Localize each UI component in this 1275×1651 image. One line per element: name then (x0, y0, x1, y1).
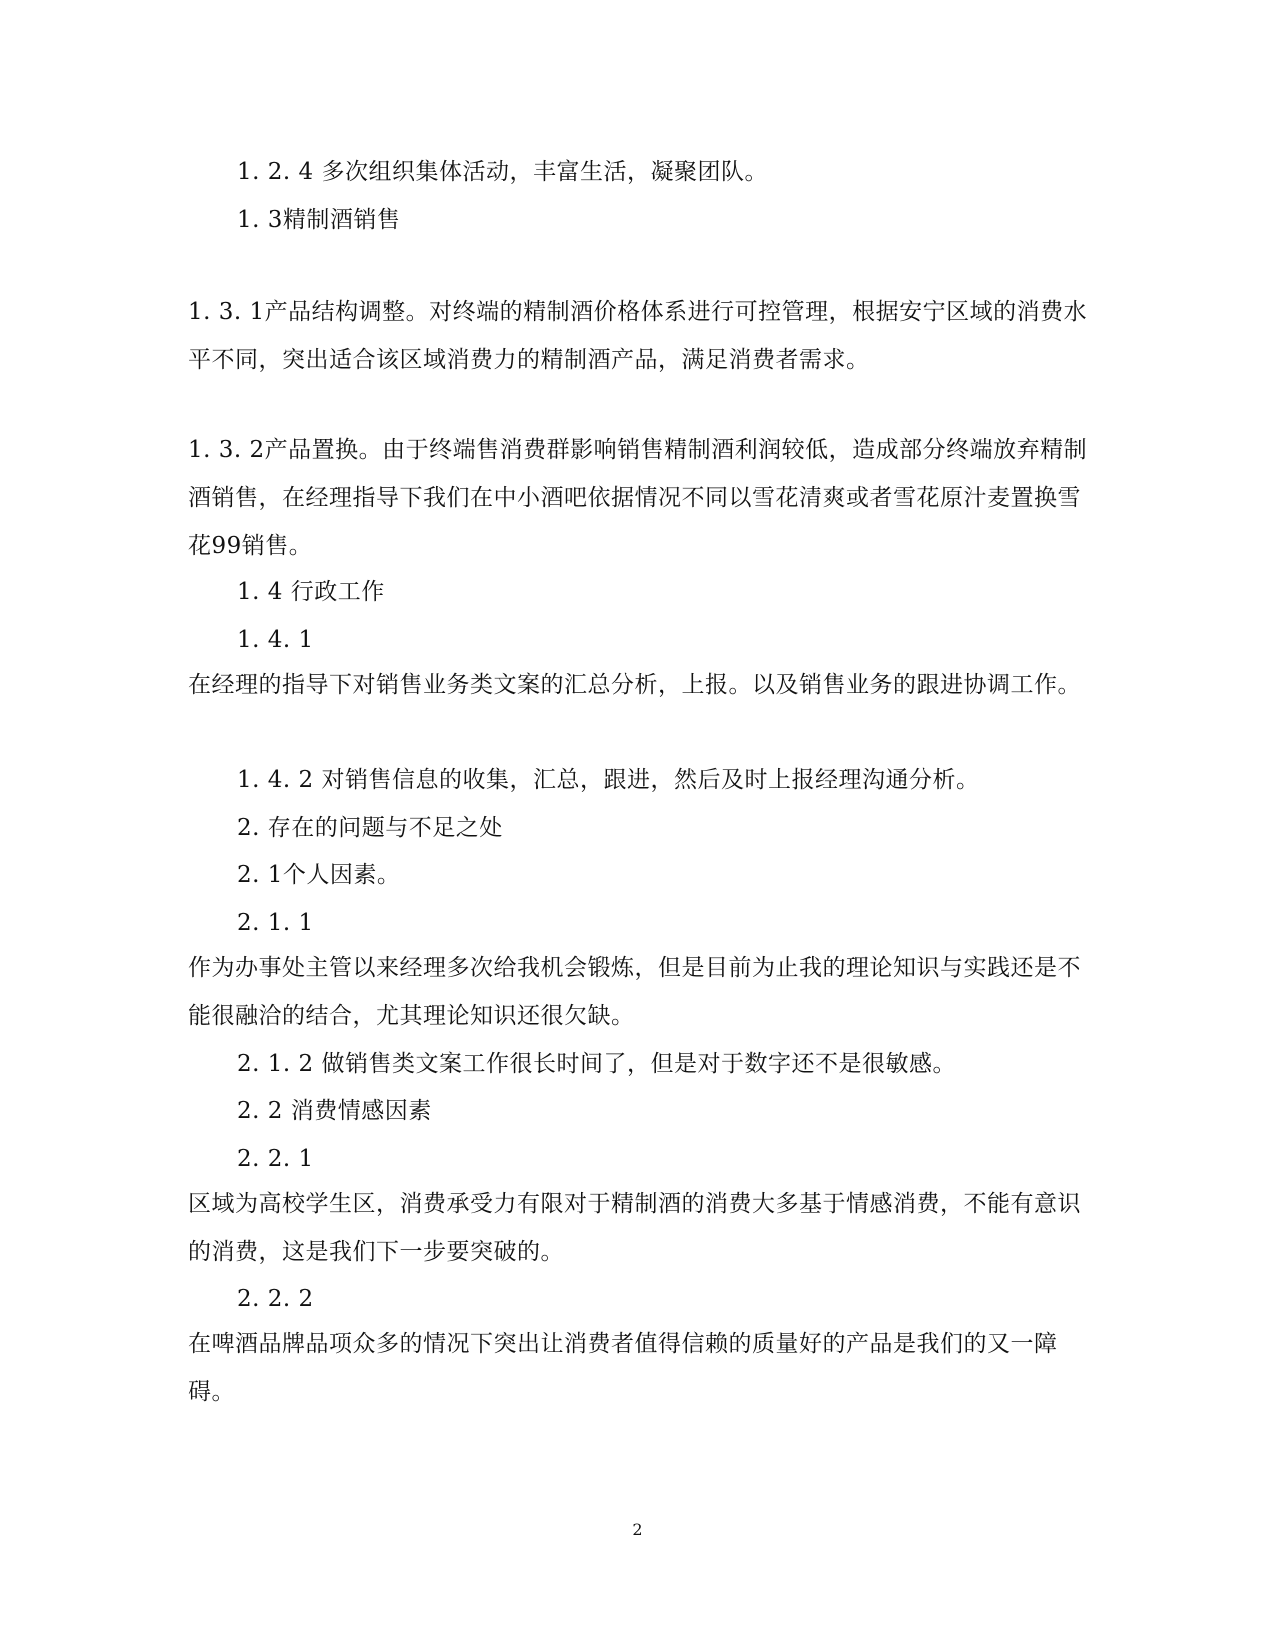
heading-1-4-1: 1. 4. 1 (237, 627, 314, 653)
paragraph-1-4-2: 1. 4. 2 对销售信息的收集，汇总，跟进，然后及时上报经理沟通分析。 (237, 767, 980, 793)
heading-1-3: 1. 3精制酒销售 (237, 207, 401, 233)
paragraph-1-3-1: 1. 3. 1产品结构调整。对终端的精制酒价格体系进行可控管理，根据安宁区域的消费水平不同，突出适合该区域消费力的精制酒产品，满足消费者需求。 (188, 299, 1088, 373)
heading-1-4: 1. 4 行政工作 (237, 579, 385, 605)
heading-2-2-2: 2. 2. 2 (237, 1286, 314, 1312)
paragraph-2-2-1-body: 区域为高校学生区，消费承受力有限对于精制酒的消费大多基于情感消费，不能有意识的消费，这是我们下一步要突破的。 (188, 1191, 1081, 1265)
heading-2-1-1: 2. 1. 1 (237, 910, 314, 936)
paragraph-2-1-2: 2. 1. 2 做销售类文案工作很长时间了，但是对于数字还不是很敏感。 (237, 1051, 956, 1077)
heading-2-2-1: 2. 2. 1 (237, 1146, 314, 1172)
heading-2: 2. 存在的问题与不足之处 (237, 815, 503, 841)
heading-2-2: 2. 2 消费情感因素 (237, 1098, 432, 1124)
heading-2-1: 2. 1个人因素。 (237, 862, 401, 888)
paragraph-1-3-2: 1. 3. 2产品置换。由于终端售消费群影响销售精制酒利润较低，造成部分终端放弃精制酒销售，在经理指导下我们在中小酒吧依据情况不同以雪花清爽或者雪花原汁麦置换雪花99销售。 (188, 437, 1088, 559)
paragraph-1-4-1-body: 在经理的指导下对销售业务类文案的汇总分析，上报。以及销售业务的跟进协调工作。 (188, 672, 1081, 698)
paragraph-2-2-2-body: 在啤酒品牌品项众多的情况下突出让消费者值得信赖的质量好的产品是我们的又一障碍。 (188, 1331, 1058, 1405)
paragraph-2-1-1-body: 作为办事处主管以来经理多次给我机会锻炼，但是目前为止我的理论知识与实践还是不能很融洽的结合，尤其理论知识还很欠缺。 (188, 955, 1081, 1029)
paragraph-1-2-4: 1. 2. 4 多次组织集体活动，丰富生活，凝聚团队。 (237, 159, 768, 185)
page-number: 2 (632, 1520, 643, 1539)
